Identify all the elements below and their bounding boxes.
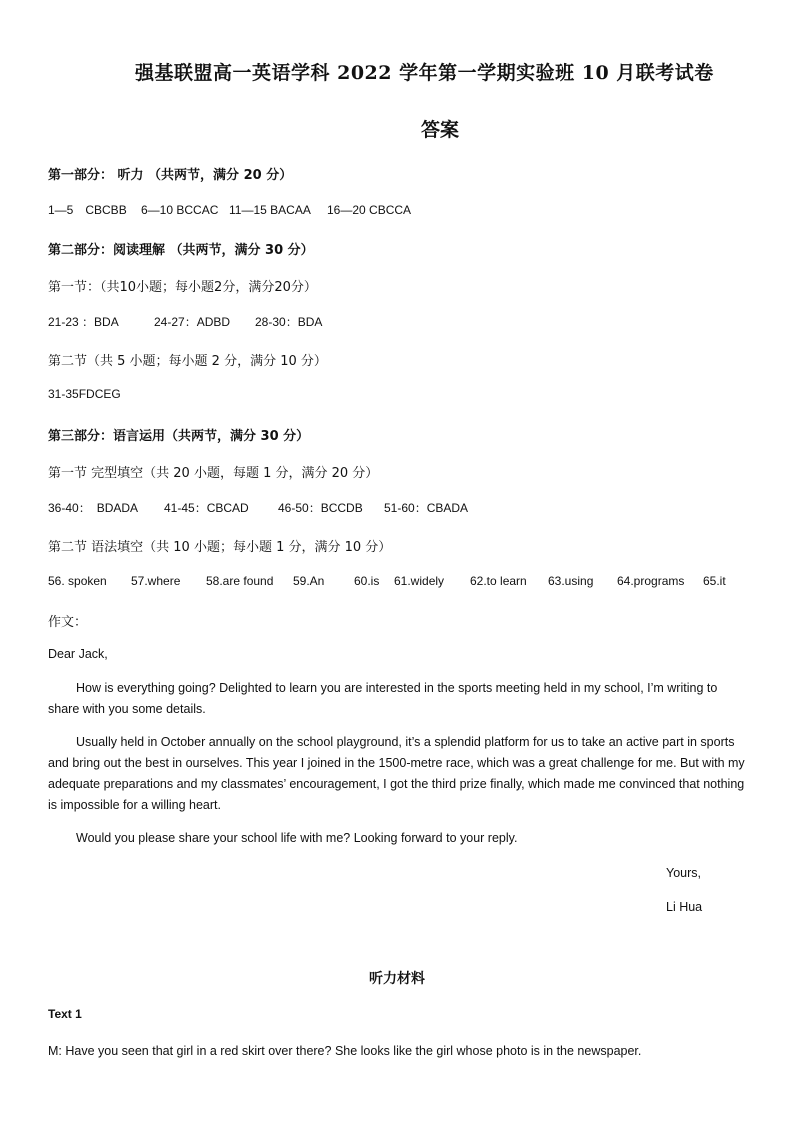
answer-item: 58.are found [206,574,274,588]
answer-item: 61.widely [394,574,445,588]
essay-paragraph: Would you please share your school life with me? Looking forward to your reply. [76,831,518,845]
text1-label: Text 1 [48,1007,82,1021]
answer-group: 51-60：CBADA [384,501,469,515]
answer-group: 11—15 BACAA [229,203,311,217]
part2-section2-heading: 第二节（共 5 小题；每小题 2 分，满分 10 分） [48,354,327,369]
part3-section1-heading: 第一节 完型填空（共 20 小题，每题 1 分，满分 20 分） [48,466,379,481]
answer-item: 65.it [703,574,726,588]
document-title: 强基联盟高一英语学科 2022 学年第一学期实验班 10 月联考试卷 [135,62,714,84]
answer-item: 64.programs [617,574,685,588]
answer-group: 1—5 CBCBB [48,203,127,217]
answer-item: 60.is [354,574,380,588]
essay-signature: Li Hua [666,900,703,914]
answer-group: 24-27：ADBD [154,315,231,329]
answer-item: 56. spoken [48,574,107,588]
answer-group: 36-40： BDADA [48,501,139,515]
answer-group: 16—20 CBCCA [327,203,412,217]
part3-section1-answers [48,499,468,516]
essay-label: 作文： [48,615,88,630]
answer-item: 59.An [293,574,325,588]
part1-heading: 第一部分： 听力 （共两节，满分 20 分） [48,168,293,183]
essay-paragraph: How is everything going? Delighted to learn you are interested in the sports meeting held in my school, I’m writing to share with you some details. [48,681,718,716]
answer-item: 63.using [548,574,594,588]
answer-item: 62.to learn [470,574,527,588]
answer-group: 28-30：BDA [255,315,323,329]
part2-section2-answers: 31-35FDCEG [48,387,121,401]
answer-group: 46-50：BCCDB [278,501,363,515]
essay-closing: Yours, [666,866,701,880]
part3-heading: 第三部分：语言运用（共两节，满分 30 分） [48,429,310,444]
part1-answers [48,201,411,218]
answer-group: 41-45：CBCAD [164,501,249,515]
text1-line: M: Have you seen that girl in a red skirt over there? She looks like the girl whose photo is in the newspaper. [48,1044,642,1058]
essay-salutation: Dear Jack, [48,647,108,661]
part2-section1-heading: 第一节：（共10小题；每小题2分，满分20分） [48,280,317,295]
answer-group: 6—10 BCCAC [141,203,219,217]
listening-heading: 听力材料 [369,971,425,987]
part3-section2-answers [48,574,726,588]
part3-section2-heading: 第二节 语法填空（共 10 小题；每小题 1 分，满分 10 分） [48,540,392,555]
answer-item: 57.where [131,574,181,588]
document-subtitle: 答案 [420,119,459,141]
part2-section1-answers [48,313,322,330]
essay-paragraph: Usually held in October annually on the school playground, it’s a splendid platform for us to take an active part in sports and bring out the best in ourselves. This year I joined in the 1500-metre race, which was a great challenge for me. But with my adequate preparations and my classmates’ encouragement, I got the third prize finally, which made me convinced that nothing is impossible for a willing heart. [48,735,745,812]
part2-heading: 第二部分：阅读理解 （共两节，满分 30 分） [48,243,314,258]
answer-group: 21-23 ：BDA [48,315,119,329]
